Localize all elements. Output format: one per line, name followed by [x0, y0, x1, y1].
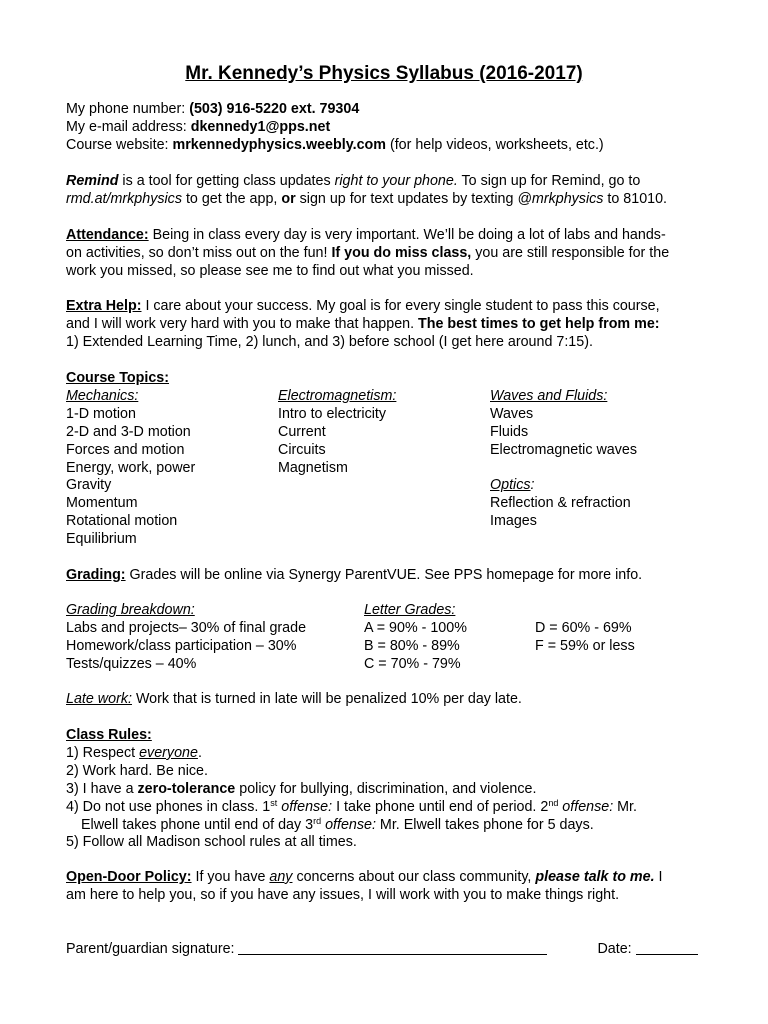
remind-text: to 81010. — [603, 190, 668, 207]
open-door-text: concerns about our class community, — [292, 869, 536, 885]
open-door-section — [66, 869, 706, 905]
remind-handle: @mrkphysics — [517, 190, 604, 207]
remind-text: to get the app, — [181, 190, 282, 207]
rule-emphasis: offense: — [558, 798, 614, 815]
open-door-text: If you have — [191, 869, 270, 885]
rule-item — [66, 781, 706, 799]
rule-item: 2) Work hard. Be nice. — [66, 762, 208, 779]
letter-grades-title: Letter Grades: — [364, 602, 456, 618]
remind-or: or — [281, 190, 296, 207]
extra-help-heading: Extra Help: — [66, 298, 142, 314]
course-topics-section — [66, 370, 706, 388]
contact-section — [66, 101, 706, 155]
website-url: mrkennedyphysics.weebly.com — [172, 136, 386, 153]
electromagnetism-column — [278, 388, 396, 477]
phone-label: My phone number: — [66, 101, 190, 117]
rule-text: . — [197, 744, 202, 761]
list-item: Momentum — [66, 495, 138, 512]
grading-breakdown-column — [66, 602, 306, 674]
open-door-text: am here to help you, so if you have any issues, I will work with you to make things right. — [66, 886, 620, 903]
rule-text: 1) Respect — [66, 744, 140, 761]
rule-text: 4) Do not use phones in class. 1 — [66, 798, 271, 815]
rule-text: Mr. — [613, 798, 637, 815]
rule-emphasis: offense: — [321, 816, 376, 833]
extra-help-text: 1) Extended Learning Time, 2) lunch, and 3) before school (I get here around 7:15). — [66, 333, 593, 350]
extra-help-text: and I will work very hard with you to make that happen. — [66, 315, 419, 332]
rule-item: 5) Follow all Madison school rules at all times. — [66, 834, 357, 851]
open-door-heading: Open-Door Policy: — [66, 869, 192, 885]
list-item: 1-D motion — [66, 405, 136, 422]
list-item: Intro to electricity — [278, 405, 387, 422]
signature-section — [66, 941, 706, 959]
late-work-label: Late work: — [66, 691, 132, 707]
list-item: Electromagnetic waves — [490, 441, 638, 458]
rule-text: Mr. Elwell takes phone for 5 days. — [375, 816, 594, 833]
waves-fluids-title: Waves and Fluids: — [490, 388, 608, 404]
spacer — [490, 460, 637, 478]
class-rules-heading: Class Rules: — [66, 727, 152, 743]
attendance-text: you are still responsible for the — [471, 244, 670, 261]
electromagnetism-title: Electromagnetism: — [278, 388, 397, 404]
mechanics-title: Mechanics: — [66, 388, 139, 404]
list-item: C = 70% - 79% — [364, 655, 461, 672]
attendance-emphasis: If you do miss class, — [331, 244, 472, 261]
attendance-section — [66, 227, 706, 281]
mechanics-column — [66, 388, 195, 549]
list-item: F = 59% or less — [535, 637, 635, 654]
website-note: (for help videos, worksheets, etc.) — [385, 136, 604, 153]
rule-emphasis: everyone — [139, 744, 198, 761]
open-door-emphasis: any — [269, 869, 293, 885]
optics-title: Optics — [490, 477, 531, 494]
rule-item — [66, 799, 706, 817]
list-item: A = 90% - 100% — [364, 619, 467, 636]
open-door-emphasis: please talk to me. — [535, 869, 655, 885]
phone-number: (503) 916-5220 ext. 79304 — [189, 101, 360, 117]
list-item: D = 60% - 69% — [535, 620, 632, 636]
grading-heading: Grading: — [66, 567, 126, 583]
open-door-text: I — [654, 869, 663, 885]
list-item: Labs and projects– 30% of final grade — [66, 619, 307, 636]
rule-emphasis: offense: — [277, 798, 333, 815]
list-item: 2-D and 3-D motion — [66, 423, 191, 440]
rule-text: I take phone until end of period. 2 — [332, 798, 549, 815]
class-rules-section — [66, 727, 706, 852]
list-item: Gravity — [66, 477, 112, 494]
remind-text: To sign up for Remind, go to — [457, 173, 641, 189]
grading-breakdown-title: Grading breakdown: — [66, 602, 195, 618]
list-item: Images — [490, 513, 537, 530]
rule-text: Elwell takes phone until end of day 3 — [81, 816, 314, 833]
remind-text: is a tool for getting class updates — [118, 173, 335, 189]
attendance-text: on activities, so don’t miss out on the fun! — [66, 244, 332, 261]
late-work-section — [66, 691, 706, 709]
ordinal-suffix: st — [270, 797, 278, 808]
list-item: Reflection & refraction — [490, 495, 631, 512]
rule-item — [66, 745, 706, 763]
page-title: Mr. Kennedy’s Physics Syllabus (2016-2017) — [185, 63, 583, 84]
list-item: Tests/quizzes – 40% — [66, 655, 197, 672]
optics-colon: : — [530, 477, 535, 494]
email-label: My e-mail address: — [66, 118, 191, 135]
list-item: Forces and motion — [66, 441, 185, 458]
ordinal-suffix: nd — [548, 797, 559, 808]
list-item: Waves — [490, 405, 534, 422]
parent-signature-line[interactable] — [238, 954, 547, 955]
list-item: Fluids — [490, 423, 529, 440]
list-item: Rotational motion — [66, 513, 178, 530]
email-address: dkennedy1@pps.net — [190, 118, 331, 135]
list-item: B = 80% - 89% — [364, 637, 460, 654]
remind-text: sign up for text updates by texting — [295, 190, 518, 207]
late-work-text: Work that is turned in late will be penalized 10% per day late. — [131, 691, 522, 707]
remind-section — [66, 173, 706, 209]
date-line[interactable] — [636, 954, 698, 955]
rule-emphasis: zero-tolerance — [137, 780, 236, 797]
rule-text: policy for bullying, discrimination, and violence. — [235, 780, 537, 797]
attendance-heading: Attendance: — [66, 227, 149, 243]
list-item: Homework/class participation – 30% — [66, 637, 297, 654]
ordinal-suffix: rd — [313, 815, 322, 826]
remind-emphasis: right to your phone. — [334, 173, 458, 189]
waves-fluids-column — [490, 388, 637, 531]
extra-help-emphasis: The best times to get help from me: — [418, 315, 660, 332]
parent-signature-label: Parent/guardian signature: — [66, 941, 239, 957]
grading-text: Grades will be online via Synergy ParentVUE. See PPS homepage for more info. — [125, 567, 643, 583]
extra-help-text: I care about your success. My goal is for every single student to pass this course, — [141, 298, 660, 314]
remind-link: rmd.at/mrkphysics — [66, 190, 182, 207]
list-item: Energy, work, power — [66, 459, 196, 476]
list-item: Current — [278, 423, 326, 440]
list-item: Equilibrium — [66, 531, 137, 548]
rule-text: 3) I have a — [66, 780, 138, 797]
course-topics-heading: Course Topics: — [66, 370, 170, 386]
attendance-text: work you missed, so please see me to find out what you missed. — [66, 262, 474, 279]
letter-grades-column-2 — [535, 620, 635, 656]
letter-grades-column — [364, 602, 467, 674]
list-item: Circuits — [278, 441, 326, 458]
attendance-text: Being in class every day is very important. We’ll be doing a lot of labs and hands- — [148, 227, 666, 243]
rule-item-continued — [66, 817, 706, 835]
grading-section — [66, 567, 706, 585]
list-item: Magnetism — [278, 459, 348, 476]
extra-help-section — [66, 298, 706, 352]
website-label: Course website: — [66, 136, 173, 153]
date-label: Date: — [597, 941, 636, 957]
remind-word: Remind — [66, 173, 119, 189]
